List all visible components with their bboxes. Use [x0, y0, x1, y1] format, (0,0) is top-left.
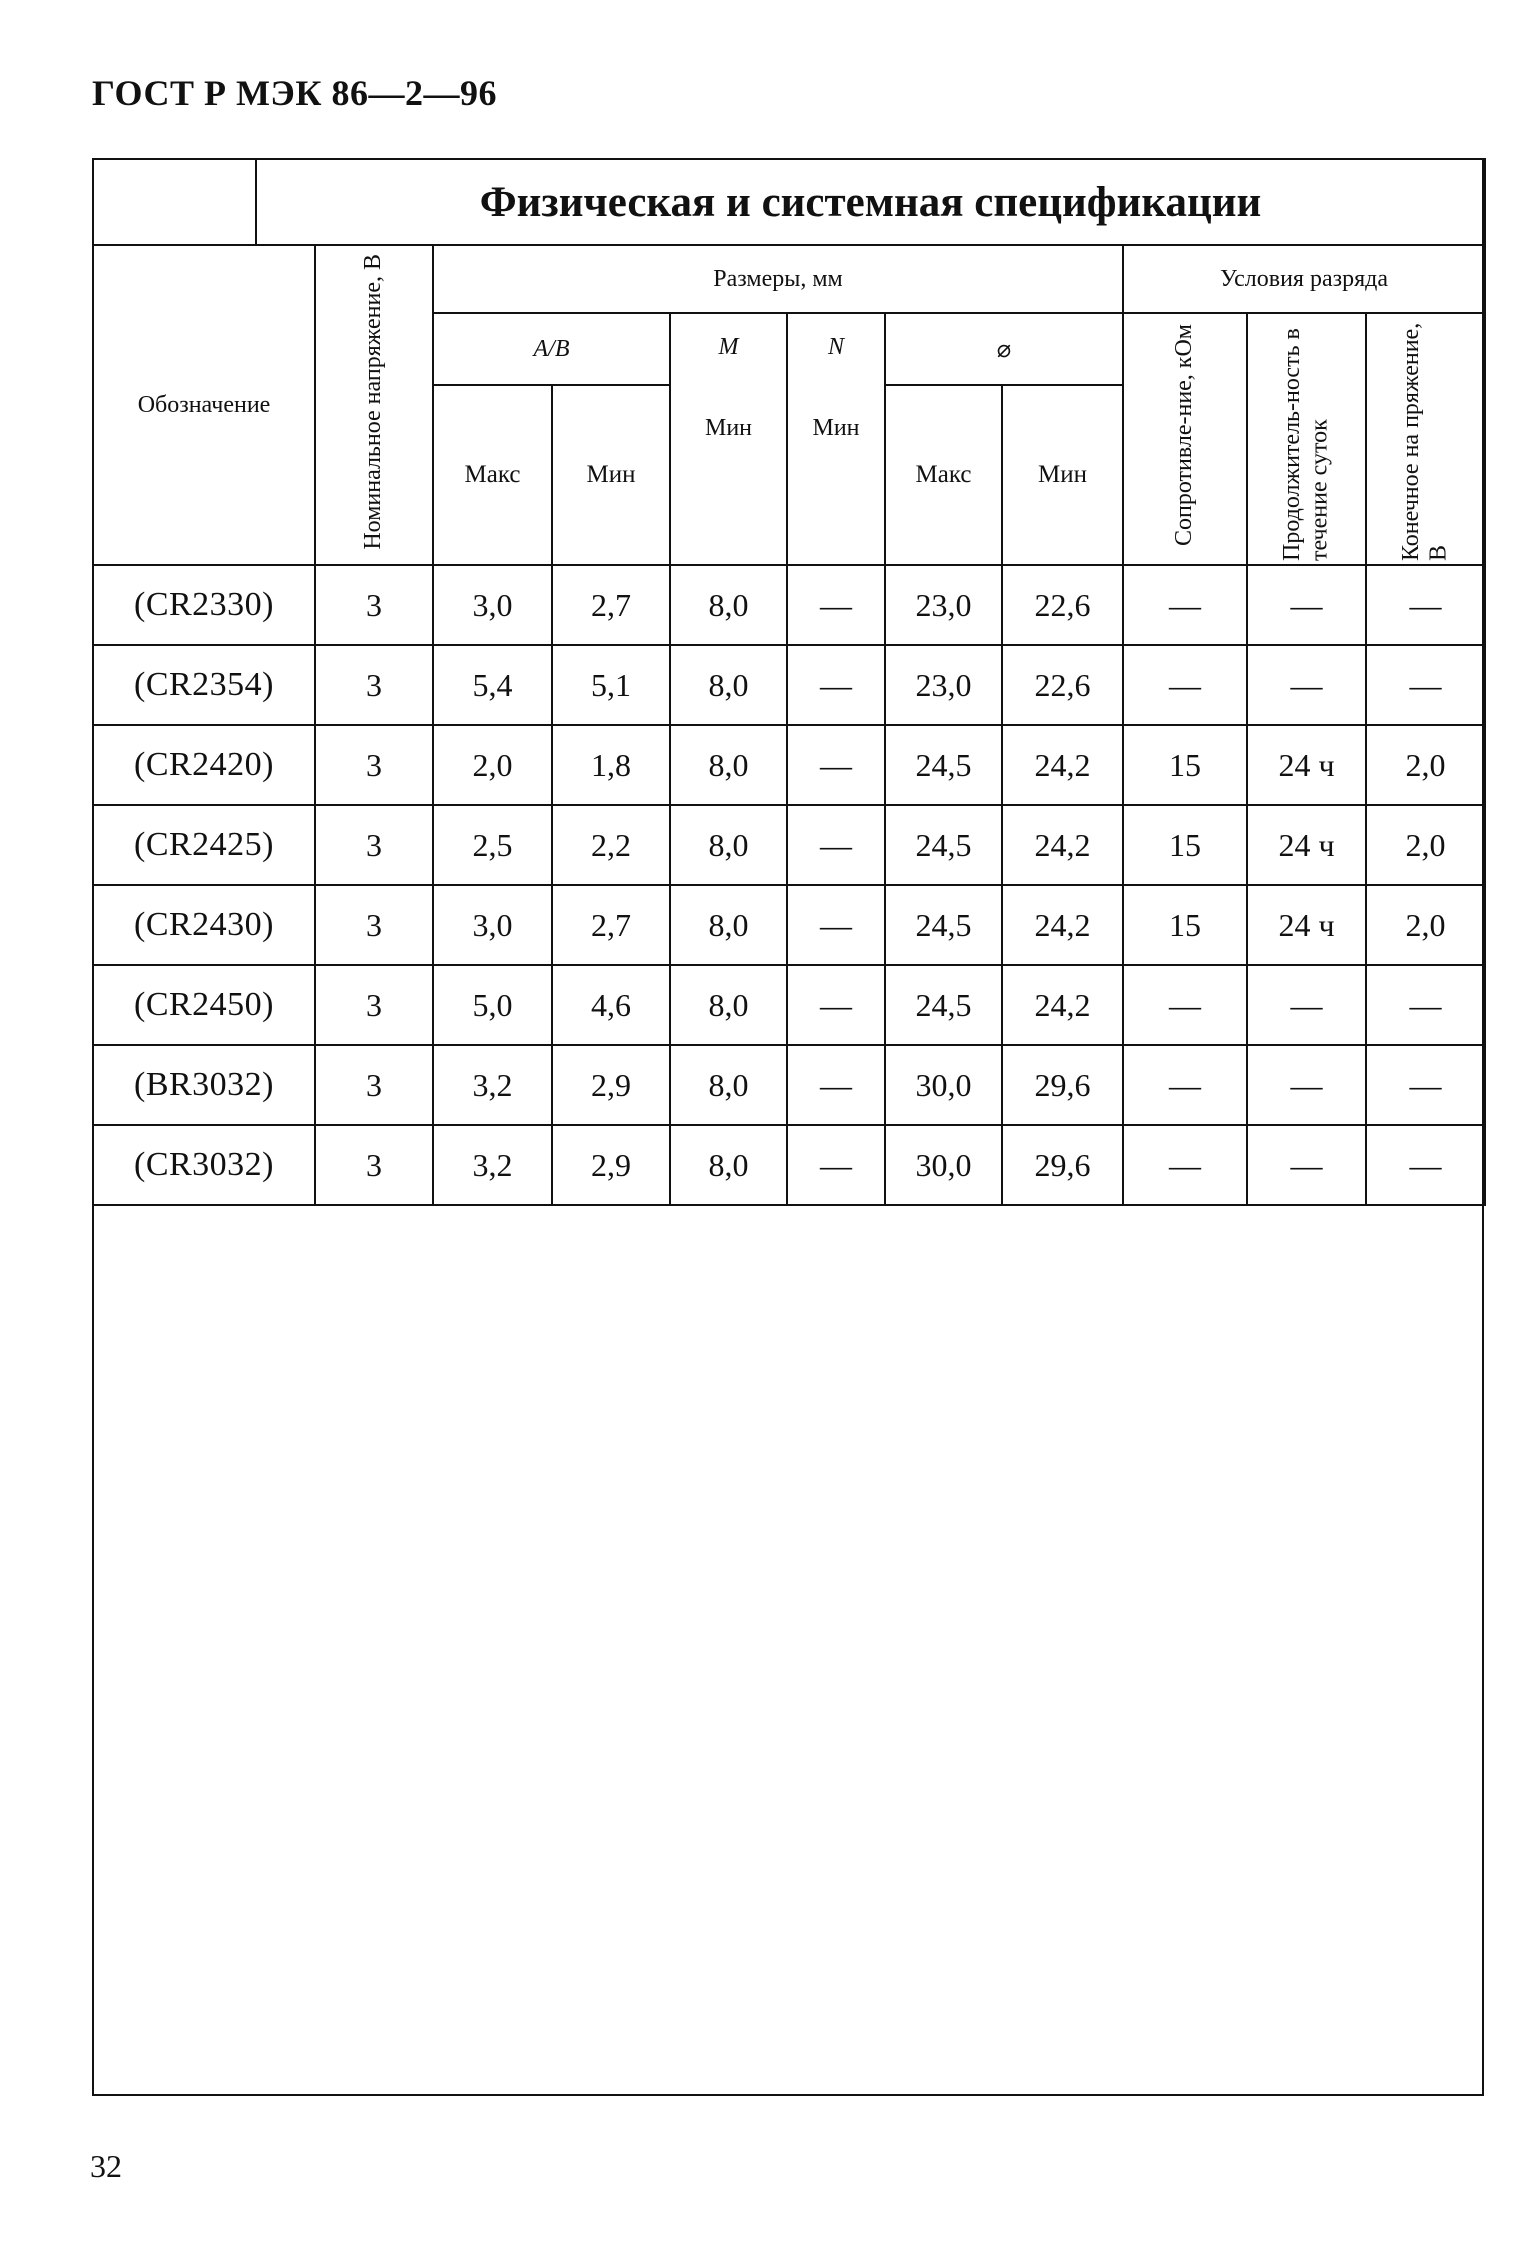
cell-designation: (CR2354): [93, 645, 315, 725]
cell-m-min: 8,0: [670, 725, 787, 805]
cell-ab-max: 3,2: [433, 1125, 552, 1205]
spec-table: [92, 158, 1486, 1206]
cell-dia-max: 24,5: [885, 965, 1002, 1045]
cell-nominal-voltage: 3: [315, 1125, 433, 1205]
header-dia-max: Макс: [885, 385, 1002, 565]
cell-duration: —: [1247, 1045, 1366, 1125]
header-discharge-conditions: Условия разряда: [1123, 245, 1485, 313]
cell-n-min: —: [787, 805, 885, 885]
cell-ab-min: 2,7: [552, 565, 670, 645]
cell-duration: 24 ч: [1247, 805, 1366, 885]
cell-ab-max: 2,0: [433, 725, 552, 805]
document-header: ГОСТ Р МЭК 86—2—96: [92, 73, 497, 113]
cell-dia-max: 30,0: [885, 1125, 1002, 1205]
table-row: [93, 1045, 1485, 1125]
cell-resistance: —: [1123, 1125, 1247, 1205]
header-end-voltage: Конечное на пряжение, В: [1366, 313, 1485, 565]
cell-nominal-voltage: 3: [315, 965, 433, 1045]
cell-nominal-voltage: 3: [315, 565, 433, 645]
table-row: [93, 645, 1485, 725]
cell-dia-min: 22,6: [1002, 645, 1123, 725]
table-body: [93, 565, 1485, 1205]
cell-ab-max: 3,2: [433, 1045, 552, 1125]
cell-m-min: 8,0: [670, 645, 787, 725]
cell-designation: (BR3032): [93, 1045, 315, 1125]
cell-n-min: —: [787, 645, 885, 725]
cell-end-voltage: 2,0: [1366, 725, 1485, 805]
cell-nominal-voltage: 3: [315, 805, 433, 885]
header-ab-max: Макс: [433, 385, 552, 565]
header-dimensions: Размеры, мм: [433, 245, 1123, 313]
cell-resistance: —: [1123, 1045, 1247, 1125]
cell-ab-max: 5,0: [433, 965, 552, 1045]
cell-designation: (CR2425): [93, 805, 315, 885]
cell-n-min: —: [787, 1125, 885, 1205]
cell-ab-min: 4,6: [552, 965, 670, 1045]
cell-duration: —: [1247, 645, 1366, 725]
cell-duration: —: [1247, 965, 1366, 1045]
cell-dia-max: 23,0: [885, 645, 1002, 725]
cell-duration: —: [1247, 1125, 1366, 1205]
cell-m-min: 8,0: [670, 1125, 787, 1205]
cell-ab-max: 5,4: [433, 645, 552, 725]
cell-n-min: —: [787, 725, 885, 805]
table-row: [93, 965, 1485, 1045]
cell-dia-max: 24,5: [885, 805, 1002, 885]
cell-dia-max: 23,0: [885, 565, 1002, 645]
cell-nominal-voltage: 3: [315, 725, 433, 805]
page-number: 32: [90, 2148, 122, 2184]
table-row: [93, 725, 1485, 805]
cell-nominal-voltage: 3: [315, 645, 433, 725]
cell-resistance: 15: [1123, 885, 1247, 965]
header-nominal-voltage: Номинальное напряжение, В: [315, 245, 433, 565]
cell-designation: (CR2420): [93, 725, 315, 805]
cell-dia-min: 29,6: [1002, 1125, 1123, 1205]
cell-dia-max: 30,0: [885, 1045, 1002, 1125]
cell-resistance: —: [1123, 565, 1247, 645]
cell-resistance: —: [1123, 645, 1247, 725]
header-ab: A/B: [433, 313, 670, 385]
cell-ab-max: 2,5: [433, 805, 552, 885]
cell-designation: (CR2430): [93, 885, 315, 965]
cell-m-min: 8,0: [670, 1045, 787, 1125]
cell-n-min: —: [787, 965, 885, 1045]
cell-end-voltage: —: [1366, 1125, 1485, 1205]
table-row: [93, 565, 1485, 645]
cell-duration: 24 ч: [1247, 725, 1366, 805]
cell-ab-min: 1,8: [552, 725, 670, 805]
cell-nominal-voltage: 3: [315, 1045, 433, 1125]
cell-ab-min: 2,2: [552, 805, 670, 885]
cell-end-voltage: 2,0: [1366, 805, 1485, 885]
cell-m-min: 8,0: [670, 965, 787, 1045]
cell-dia-max: 24,5: [885, 725, 1002, 805]
header-resistance: Сопротивле-ние, кОм: [1123, 313, 1247, 565]
cell-ab-min: 5,1: [552, 645, 670, 725]
cell-end-voltage: —: [1366, 965, 1485, 1045]
header-duration: Продолжитель-ность в течение суток: [1247, 313, 1366, 565]
cell-m-min: 8,0: [670, 885, 787, 965]
header-m: M Мин: [670, 313, 787, 565]
title-empty-cell: [93, 159, 256, 245]
header-diameter: ⌀: [885, 313, 1123, 385]
cell-duration: 24 ч: [1247, 885, 1366, 965]
cell-resistance: 15: [1123, 805, 1247, 885]
table-row: [93, 805, 1485, 885]
cell-m-min: 8,0: [670, 805, 787, 885]
cell-designation: (CR2450): [93, 965, 315, 1045]
cell-n-min: —: [787, 565, 885, 645]
cell-ab-min: 2,9: [552, 1125, 670, 1205]
cell-ab-min: 2,9: [552, 1045, 670, 1125]
cell-dia-min: 22,6: [1002, 565, 1123, 645]
cell-ab-max: 3,0: [433, 885, 552, 965]
cell-designation: (CR3032): [93, 1125, 315, 1205]
header-n: N Мин: [787, 313, 885, 565]
cell-dia-min: 24,2: [1002, 885, 1123, 965]
cell-resistance: 15: [1123, 725, 1247, 805]
cell-dia-min: 29,6: [1002, 1045, 1123, 1125]
cell-designation: (CR2330): [93, 565, 315, 645]
cell-duration: —: [1247, 565, 1366, 645]
cell-nominal-voltage: 3: [315, 885, 433, 965]
cell-m-min: 8,0: [670, 565, 787, 645]
cell-dia-min: 24,2: [1002, 805, 1123, 885]
cell-end-voltage: —: [1366, 645, 1485, 725]
cell-n-min: —: [787, 885, 885, 965]
header-dia-min: Мин: [1002, 385, 1123, 565]
cell-end-voltage: —: [1366, 1045, 1485, 1125]
cell-dia-min: 24,2: [1002, 725, 1123, 805]
table-row: [93, 1125, 1485, 1205]
cell-resistance: —: [1123, 965, 1247, 1045]
table-title: Физическая и системная спецификации: [256, 159, 1485, 245]
table-row: [93, 885, 1485, 965]
cell-ab-min: 2,7: [552, 885, 670, 965]
cell-ab-max: 3,0: [433, 565, 552, 645]
cell-dia-max: 24,5: [885, 885, 1002, 965]
cell-n-min: —: [787, 1045, 885, 1125]
cell-end-voltage: 2,0: [1366, 885, 1485, 965]
header-designation: Обозначение: [93, 245, 315, 565]
cell-end-voltage: —: [1366, 565, 1485, 645]
header-ab-min: Мин: [552, 385, 670, 565]
cell-dia-min: 24,2: [1002, 965, 1123, 1045]
